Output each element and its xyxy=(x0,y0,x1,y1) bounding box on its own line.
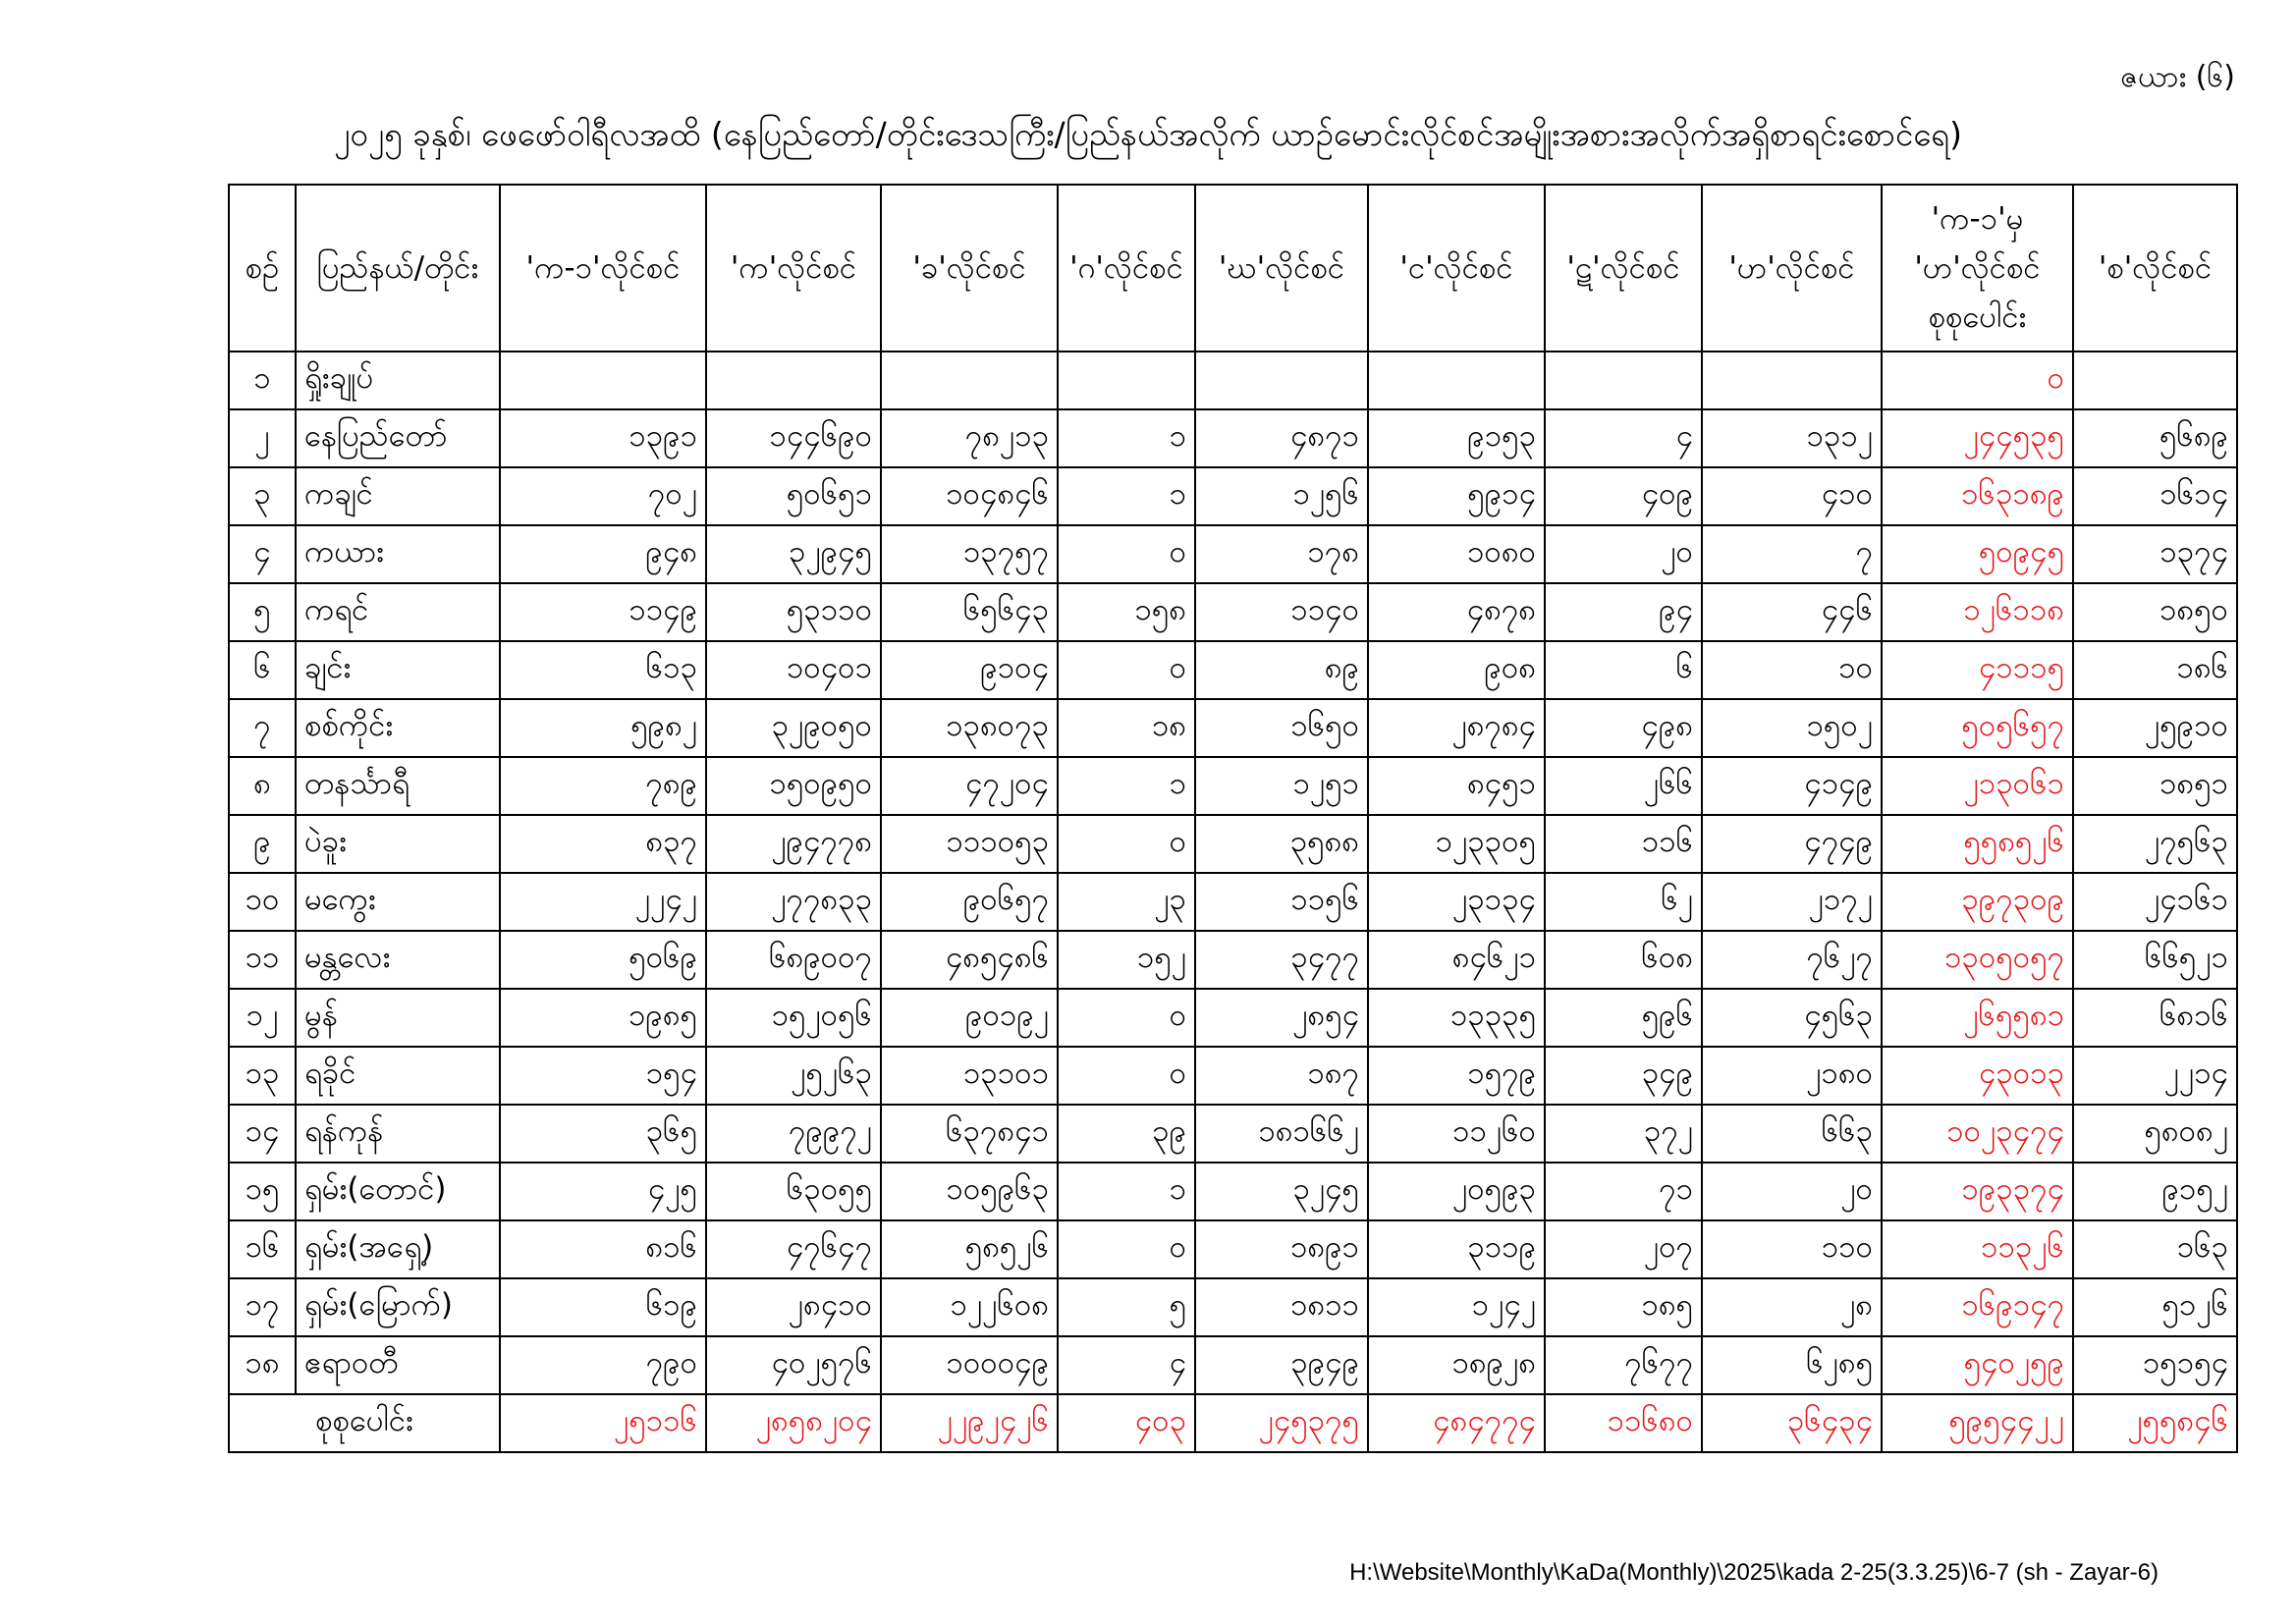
cell-gha: ၂၈၅၄ xyxy=(1195,989,1368,1047)
cell-ga: ၁ xyxy=(1058,467,1195,525)
total-sa: ၂၅၅၈၄၆ xyxy=(2073,1394,2237,1452)
cell-ka: ၅၃၁၁၀ xyxy=(706,583,881,641)
cell-sa: ၅၁၂၆ xyxy=(2073,1278,2237,1336)
cell-ka: ၁၄၄၆၉၀ xyxy=(706,409,881,467)
cell-ka1: ၁၉၈၅ xyxy=(500,989,706,1047)
cell-sa: ၆၈၁၆ xyxy=(2073,989,2237,1047)
cell-total: ၁၂၆၁၁၈ xyxy=(1882,583,2073,641)
cell-ka: ၂၈၄၁၀ xyxy=(706,1278,881,1336)
cell-tta: ၄၀၉ xyxy=(1545,467,1702,525)
cell-ka1: ၁၁၄၉ xyxy=(500,583,706,641)
cell-ka1: ၇၉၀ xyxy=(500,1336,706,1394)
cell-region: ရှမ်း(တောင်) xyxy=(296,1163,500,1220)
table-row xyxy=(229,409,2237,467)
cell-tta: ၆၂ xyxy=(1545,873,1702,931)
cell-region: နေပြည်တော် xyxy=(296,409,500,467)
cell-serial: ၇ xyxy=(229,699,296,757)
cell-total: ၂၁၃၀၆၁ xyxy=(1882,757,2073,815)
table-row xyxy=(229,873,2237,931)
cell-ka1: ၅၀၆၉ xyxy=(500,931,706,989)
table-row xyxy=(229,467,2237,525)
cell-serial: ၁၀ xyxy=(229,873,296,931)
cell-sa: ၁၃၇၄ xyxy=(2073,525,2237,583)
table-row xyxy=(229,699,2237,757)
table-row xyxy=(229,1220,2237,1278)
cell-region: ကယား xyxy=(296,525,500,583)
cell-nga: ၁၁၂၆၀ xyxy=(1368,1105,1545,1163)
cell-ka: ၃၂၉၀၅၀ xyxy=(706,699,881,757)
file-path-footer: H:\Website\Monthly\KaDa(Monthly)\2025\kada 2-25(3.3.25)\6-7 (sh - Zayar-6) xyxy=(1349,1559,2159,1586)
cell-ga: ၁ xyxy=(1058,757,1195,815)
header-region: ပြည်နယ်/တိုင်း xyxy=(296,185,500,352)
cell-nga: ၁၅၇၉ xyxy=(1368,1047,1545,1105)
cell-serial: ၁၂ xyxy=(229,989,296,1047)
cell-ha: ၂၀ xyxy=(1702,1163,1882,1220)
cell-tta: ၂၀၇ xyxy=(1545,1220,1702,1278)
cell-ka1: ၇၀၂ xyxy=(500,467,706,525)
cell-ka: ၃၂၉၄၅ xyxy=(706,525,881,583)
total-ga: ၄၀၃ xyxy=(1058,1394,1195,1452)
cell-nga: ၁၈၉၂၈ xyxy=(1368,1336,1545,1394)
cell-ga: ၁၅၈ xyxy=(1058,583,1195,641)
cell-total: ၅၀၉၄၅ xyxy=(1882,525,2073,583)
cell-sa: ၁၆၁၄ xyxy=(2073,467,2237,525)
cell-kha: ၁၃၇၅၇ xyxy=(881,525,1058,583)
cell-region: ကရင် xyxy=(296,583,500,641)
cell-ka1: ၆၁၃ xyxy=(500,641,706,699)
cell-ga: ၅ xyxy=(1058,1278,1195,1336)
cell-serial: ၄ xyxy=(229,525,296,583)
cell-tta xyxy=(1545,352,1702,409)
header-total: 'က-၁'မှ 'ဟ'လိုင်စင် စုစုပေါင်း xyxy=(1882,185,2073,352)
cell-gha: ၃၄၇၇ xyxy=(1195,931,1368,989)
cell-nga xyxy=(1368,352,1545,409)
cell-ha: ၆၂၈၅ xyxy=(1702,1336,1882,1394)
cell-gha: ၁၈၁၆၆၂ xyxy=(1195,1105,1368,1163)
cell-serial: ၁၄ xyxy=(229,1105,296,1163)
table-row xyxy=(229,815,2237,873)
cell-sa: ၂၇၅၆၃ xyxy=(2073,815,2237,873)
cell-gha: ၁၆၅၀ xyxy=(1195,699,1368,757)
license-table xyxy=(228,184,2238,1453)
table-row xyxy=(229,1163,2237,1220)
cell-region: ဧရာဝတီ xyxy=(296,1336,500,1394)
cell-kha: ၉၀၁၉၂ xyxy=(881,989,1058,1047)
cell-ga: ၀ xyxy=(1058,1047,1195,1105)
cell-tta: ၄၉၈ xyxy=(1545,699,1702,757)
cell-total: ၁၆၉၁၄၇ xyxy=(1882,1278,2073,1336)
cell-serial: ၁၈ xyxy=(229,1336,296,1394)
table-row xyxy=(229,1336,2237,1394)
cell-ha: ၄၁၄၉ xyxy=(1702,757,1882,815)
cell-ka1: ၃၆၅ xyxy=(500,1105,706,1163)
cell-ga: ၂၃ xyxy=(1058,873,1195,931)
cell-nga: ၅၉၁၄ xyxy=(1368,467,1545,525)
cell-sa: ၂၅၉၁၀ xyxy=(2073,699,2237,757)
cell-tta: ၆၀၈ xyxy=(1545,931,1702,989)
cell-serial: ၈ xyxy=(229,757,296,815)
cell-sa: ၁၈၆ xyxy=(2073,641,2237,699)
cell-serial: ၆ xyxy=(229,641,296,699)
cell-kha: ၁၁၁၀၅၃ xyxy=(881,815,1058,873)
cell-ga: ၁၅၂ xyxy=(1058,931,1195,989)
cell-ha: ၁၃၁၂ xyxy=(1702,409,1882,467)
cell-kha: ၄၈၅၄၈၆ xyxy=(881,931,1058,989)
cell-gha: ၁၂၅၆ xyxy=(1195,467,1368,525)
cell-ga: ၀ xyxy=(1058,1220,1195,1278)
header-nga: 'င'လိုင်စင် xyxy=(1368,185,1545,352)
table-number-label: ဇယား (၆) xyxy=(2120,60,2235,94)
cell-serial: ၉ xyxy=(229,815,296,873)
cell-tta: ၇၁ xyxy=(1545,1163,1702,1220)
cell-region: မန္တလေး xyxy=(296,931,500,989)
cell-gha: ၁၁၄၀ xyxy=(1195,583,1368,641)
cell-region: မွန် xyxy=(296,989,500,1047)
cell-total: ၄၃၀၁၃ xyxy=(1882,1047,2073,1105)
cell-nga: ၁၂၄၂ xyxy=(1368,1278,1545,1336)
cell-tta: ၂၀ xyxy=(1545,525,1702,583)
table-row xyxy=(229,525,2237,583)
header-ha: 'ဟ'လိုင်စင် xyxy=(1702,185,1882,352)
header-ga: 'ဂ'လိုင်စင် xyxy=(1058,185,1195,352)
header-ka: 'က'လိုင်စင် xyxy=(706,185,881,352)
cell-ha: ၆၆၃ xyxy=(1702,1105,1882,1163)
cell-total: ၁၃၀၅၀၅၇ xyxy=(1882,931,2073,989)
cell-gha: ၈၉ xyxy=(1195,641,1368,699)
cell-total: ၀ xyxy=(1882,352,2073,409)
cell-nga: ၈၄၅၁ xyxy=(1368,757,1545,815)
total-tta: ၁၁၆၈၀ xyxy=(1545,1394,1702,1452)
total-kha: ၂၂၉၂၄၂၆ xyxy=(881,1394,1058,1452)
cell-sa: ၁၈၅၁ xyxy=(2073,757,2237,815)
cell-sa: ၂၂၁၄ xyxy=(2073,1047,2237,1105)
cell-gha: ၁၇၈ xyxy=(1195,525,1368,583)
cell-region: ကချင် xyxy=(296,467,500,525)
cell-kha: ၁၂၂၆၀၈ xyxy=(881,1278,1058,1336)
cell-ka1: ၄၂၅ xyxy=(500,1163,706,1220)
cell-kha: ၁၀၀၀၄၉ xyxy=(881,1336,1058,1394)
cell-tta: ၃၄၉ xyxy=(1545,1047,1702,1105)
cell-kha: ၁၃၈၀၇၃ xyxy=(881,699,1058,757)
cell-ha: ၁၁၀ xyxy=(1702,1220,1882,1278)
cell-ka1: ၁၅၄ xyxy=(500,1047,706,1105)
cell-ha: ၄၁၀ xyxy=(1702,467,1882,525)
cell-gha: ၁၈၁၁ xyxy=(1195,1278,1368,1336)
cell-nga: ၂၀၅၉၃ xyxy=(1368,1163,1545,1220)
table-row xyxy=(229,931,2237,989)
header-sa: 'စ'လိုင်စင် xyxy=(2073,185,2237,352)
cell-ka: ၂၅၂၆၃ xyxy=(706,1047,881,1105)
cell-ka1: ၆၁၉ xyxy=(500,1278,706,1336)
cell-ga: ၁ xyxy=(1058,409,1195,467)
cell-sa: ၆၆၅၂၁ xyxy=(2073,931,2237,989)
cell-region: စစ်ကိုင်း xyxy=(296,699,500,757)
cell-tta: ၇၆၇၇ xyxy=(1545,1336,1702,1394)
cell-total: ၁၀၂၃၄၇၄ xyxy=(1882,1105,2073,1163)
cell-ka1: ၇၈၉ xyxy=(500,757,706,815)
cell-ha: ၄၄၆ xyxy=(1702,583,1882,641)
cell-region: ပဲခူး xyxy=(296,815,500,873)
table-row xyxy=(229,352,2237,409)
cell-nga: ၄၈၇၈ xyxy=(1368,583,1545,641)
cell-sa: ၁၅၁၅၄ xyxy=(2073,1336,2237,1394)
cell-ha: ၂၁၇၂ xyxy=(1702,873,1882,931)
cell-kha xyxy=(881,352,1058,409)
cell-gha: ၃၂၄၅ xyxy=(1195,1163,1368,1220)
total-nga: ၄၈၄၇၇၄ xyxy=(1368,1394,1545,1452)
cell-tta: ၁၈၅ xyxy=(1545,1278,1702,1336)
cell-ha: ၂၈ xyxy=(1702,1278,1882,1336)
table-body xyxy=(229,352,2237,1452)
cell-total: ၁၆၃၁၈၉ xyxy=(1882,467,2073,525)
cell-ga: ၀ xyxy=(1058,525,1195,583)
cell-nga: ၁၃၃၃၅ xyxy=(1368,989,1545,1047)
table-row xyxy=(229,757,2237,815)
cell-sa: ၁၆၃ xyxy=(2073,1220,2237,1278)
cell-ga: ၁ xyxy=(1058,1163,1195,1220)
cell-ga: ၀ xyxy=(1058,641,1195,699)
cell-region: ချင်း xyxy=(296,641,500,699)
cell-serial: ၂ xyxy=(229,409,296,467)
cell-total: ၃၉၇၃၀၉ xyxy=(1882,873,2073,931)
cell-region: ရခိုင် xyxy=(296,1047,500,1105)
table-row xyxy=(229,1105,2237,1163)
cell-ha: ၇ xyxy=(1702,525,1882,583)
cell-ha: ၇၆၂၇ xyxy=(1702,931,1882,989)
header-serial: စဉ် xyxy=(229,185,296,352)
cell-gha: ၃၅၈၈ xyxy=(1195,815,1368,873)
table-row xyxy=(229,1278,2237,1336)
cell-sa xyxy=(2073,352,2237,409)
cell-ka: ၅၀၆၅၁ xyxy=(706,467,881,525)
header-ka1: 'က-၁'လိုင်စင် xyxy=(500,185,706,352)
cell-total: ၅၀၅၆၅၇ xyxy=(1882,699,2073,757)
cell-region: ရှမ်း(အရှေ့) xyxy=(296,1220,500,1278)
cell-ka1: ၂၂၄၂ xyxy=(500,873,706,931)
cell-gha: ၁၂၅၁ xyxy=(1195,757,1368,815)
cell-ka1 xyxy=(500,352,706,409)
cell-kha: ၇၈၂၁၃ xyxy=(881,409,1058,467)
cell-serial: ၁၅ xyxy=(229,1163,296,1220)
cell-sa: ၉၁၅၂ xyxy=(2073,1163,2237,1220)
cell-serial: ၁၇ xyxy=(229,1278,296,1336)
cell-tta: ၄ xyxy=(1545,409,1702,467)
cell-gha: ၄၈၇၁ xyxy=(1195,409,1368,467)
cell-total: ၁၁၃၂၆ xyxy=(1882,1220,2073,1278)
cell-region: ရှမ်း(မြောက်) xyxy=(296,1278,500,1336)
cell-ha: ၄၇၄၉ xyxy=(1702,815,1882,873)
cell-tta: ၅၉၆ xyxy=(1545,989,1702,1047)
totals-label: စုစုပေါင်း xyxy=(229,1394,500,1452)
cell-total: ၂၄၄၅၃၅ xyxy=(1882,409,2073,467)
cell-region: မကွေး xyxy=(296,873,500,931)
cell-tta: ၁၁၆ xyxy=(1545,815,1702,873)
cell-serial: ၁၆ xyxy=(229,1220,296,1278)
cell-ga xyxy=(1058,352,1195,409)
cell-ha xyxy=(1702,352,1882,409)
cell-ka1: ၅၉၈၂ xyxy=(500,699,706,757)
cell-ka: ၆၈၉၀၀၇ xyxy=(706,931,881,989)
cell-ka1: ၈၁၆ xyxy=(500,1220,706,1278)
cell-nga: ၁၂၃၃၀၅ xyxy=(1368,815,1545,873)
cell-region: ရှိုးချုပ် xyxy=(296,352,500,409)
total-gha: ၂၄၅၃၇၅ xyxy=(1195,1394,1368,1452)
cell-ga: ၀ xyxy=(1058,989,1195,1047)
cell-kha: ၁၀၄၈၄၆ xyxy=(881,467,1058,525)
cell-ka: ၄၇၆၄၇ xyxy=(706,1220,881,1278)
cell-tta: ၉၄ xyxy=(1545,583,1702,641)
cell-ha: ၂၁၈၀ xyxy=(1702,1047,1882,1105)
cell-kha: ၁၃၁၀၁ xyxy=(881,1047,1058,1105)
header-kha: 'ခ'လိုင်စင် xyxy=(881,185,1058,352)
header-row xyxy=(229,185,2237,352)
table-row xyxy=(229,583,2237,641)
cell-nga: ၃၁၁၉ xyxy=(1368,1220,1545,1278)
cell-kha: ၉၀၆၅၇ xyxy=(881,873,1058,931)
cell-ka: ၂၉၄၇၇၈ xyxy=(706,815,881,873)
cell-tta: ၂၆၆ xyxy=(1545,757,1702,815)
cell-gha xyxy=(1195,352,1368,409)
cell-kha: ၉၁၀၄ xyxy=(881,641,1058,699)
cell-ka: ၂၇၇၈၃၃ xyxy=(706,873,881,931)
cell-ka: ၁၅၀၉၅၀ xyxy=(706,757,881,815)
cell-serial: ၅ xyxy=(229,583,296,641)
cell-ka: ၁၀၄၀၁ xyxy=(706,641,881,699)
cell-nga: ၉၁၅၃ xyxy=(1368,409,1545,467)
cell-nga: ၂၃၁၃၄ xyxy=(1368,873,1545,931)
cell-ka xyxy=(706,352,881,409)
cell-ka1: ၈၃၇ xyxy=(500,815,706,873)
cell-ha: ၁၀ xyxy=(1702,641,1882,699)
cell-serial: ၁၁ xyxy=(229,931,296,989)
cell-region: ရန်ကုန် xyxy=(296,1105,500,1163)
cell-ha: ၁၅၀၂ xyxy=(1702,699,1882,757)
cell-total: ၂၆၅၅၈၁ xyxy=(1882,989,2073,1047)
table-row xyxy=(229,641,2237,699)
cell-gha: ၁၈၇ xyxy=(1195,1047,1368,1105)
cell-gha: ၁၁၅၆ xyxy=(1195,873,1368,931)
cell-serial: ၃ xyxy=(229,467,296,525)
total-ha: ၃၆၄၃၄ xyxy=(1702,1394,1882,1452)
cell-nga: ၉၀၈ xyxy=(1368,641,1545,699)
cell-ka: ၁၅၂၀၅၆ xyxy=(706,989,881,1047)
cell-kha: ၄၇၂၀၄ xyxy=(881,757,1058,815)
cell-sa: ၅၆၈၉ xyxy=(2073,409,2237,467)
total-ka: ၂၈၅၈၂၀၄ xyxy=(706,1394,881,1452)
total-total: ၅၉၅၄၄၂၂ xyxy=(1882,1394,2073,1452)
cell-ka: ၇၉၉၇၂ xyxy=(706,1105,881,1163)
cell-nga: ၂၈၇၈၄ xyxy=(1368,699,1545,757)
cell-gha: ၁၈၉၁ xyxy=(1195,1220,1368,1278)
cell-total: ၁၉၃၃၇၄ xyxy=(1882,1163,2073,1220)
cell-ga: ၃၉ xyxy=(1058,1105,1195,1163)
cell-gha: ၃၉၄၉ xyxy=(1195,1336,1368,1394)
cell-ha: ၄၅၆၃ xyxy=(1702,989,1882,1047)
cell-serial: ၁၃ xyxy=(229,1047,296,1105)
cell-sa: ၁၈၅၀ xyxy=(2073,583,2237,641)
cell-ka: ၆၃၀၅၅ xyxy=(706,1163,881,1220)
cell-tta: ၆ xyxy=(1545,641,1702,699)
header-gha: 'ဃ'လိုင်စင် xyxy=(1195,185,1368,352)
cell-nga: ၁၀၈၀ xyxy=(1368,525,1545,583)
cell-ga: ၄ xyxy=(1058,1336,1195,1394)
header-tta: 'ဋ'လိုင်စင် xyxy=(1545,185,1702,352)
cell-total: ၄၁၁၁၅ xyxy=(1882,641,2073,699)
cell-ga: ၀ xyxy=(1058,815,1195,873)
cell-tta: ၃၇၂ xyxy=(1545,1105,1702,1163)
cell-kha: ၁၀၅၉၆၃ xyxy=(881,1163,1058,1220)
cell-nga: ၈၄၆၂၁ xyxy=(1368,931,1545,989)
cell-ka1: ၉၄၈ xyxy=(500,525,706,583)
cell-total: ၅၅၈၅၂၆ xyxy=(1882,815,2073,873)
cell-total: ၅၄၀၂၅၉ xyxy=(1882,1336,2073,1394)
document-title: ၂၀၂၅ ခုနှစ်၊ ဖေဖော်ဝါရီလအထိ (နေပြည်တော်/တိုင်းဒေသကြီး/ပြည်နယ်အလိုက် ယာဉ်မောင်းလိုင်စင်အမျိုးအစားအလိုက်အရှိစာရင်းစောင်ရေ) xyxy=(334,115,1962,153)
cell-region: တနင်္သာရီ xyxy=(296,757,500,815)
cell-kha: ၆၃၇၈၄၁ xyxy=(881,1105,1058,1163)
cell-ka: ၄၀၂၅၇၆ xyxy=(706,1336,881,1394)
cell-sa: ၂၄၁၆၁ xyxy=(2073,873,2237,931)
cell-ka1: ၁၃၉၁ xyxy=(500,409,706,467)
totals-row xyxy=(229,1394,2237,1452)
cell-ga: ၁၈ xyxy=(1058,699,1195,757)
table-row xyxy=(229,1047,2237,1105)
cell-sa: ၅၈၀၈၂ xyxy=(2073,1105,2237,1163)
table-row xyxy=(229,989,2237,1047)
cell-kha: ၅၈၅၂၆ xyxy=(881,1220,1058,1278)
total-ka1: ၂၅၁၁၆ xyxy=(500,1394,706,1452)
cell-kha: ၆၅၆၄၃ xyxy=(881,583,1058,641)
cell-serial: ၁ xyxy=(229,352,296,409)
